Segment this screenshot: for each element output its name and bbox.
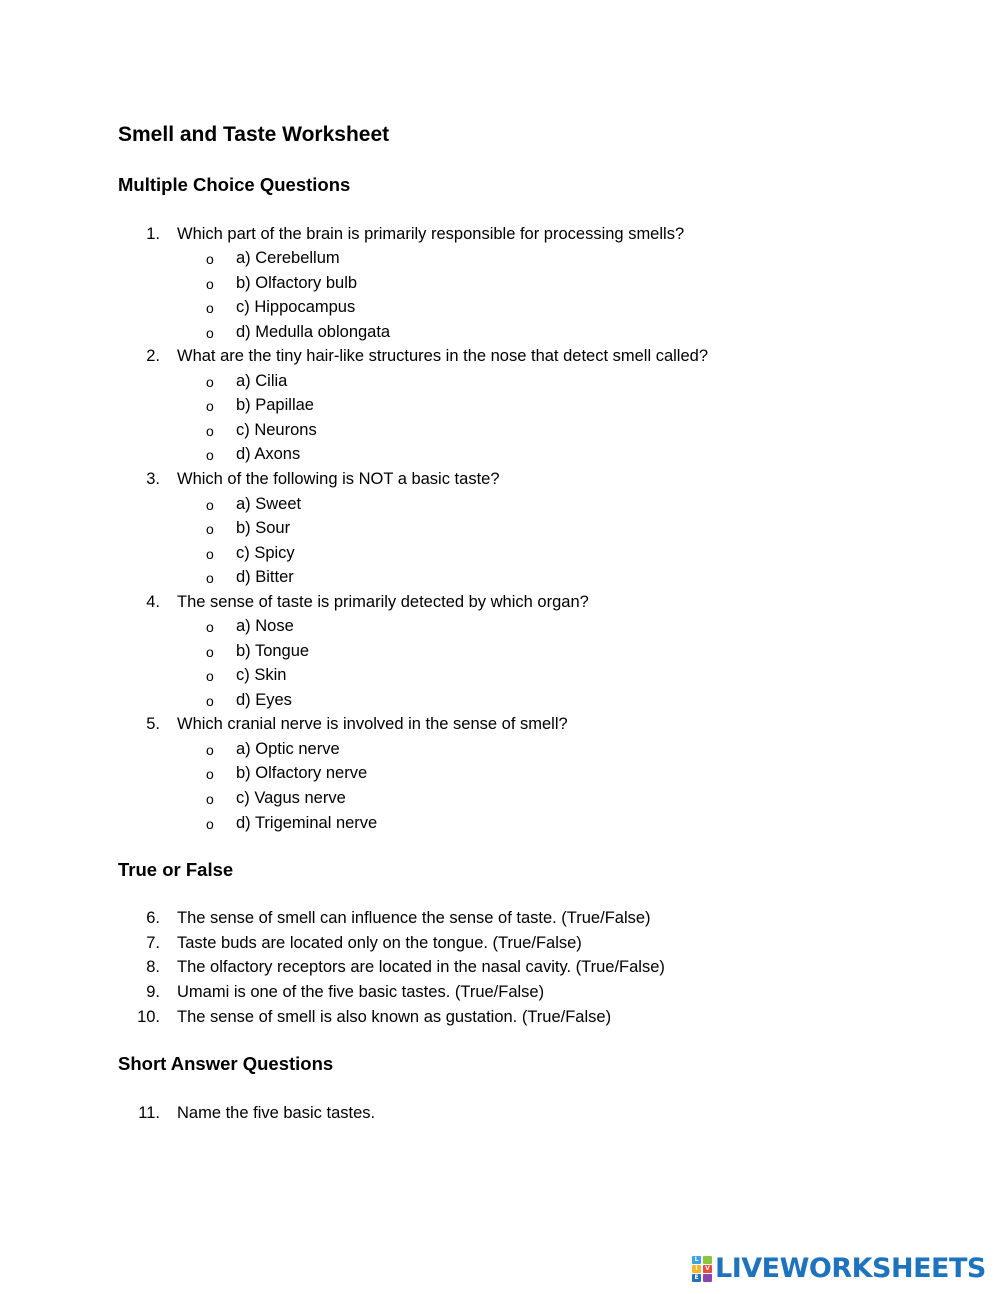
bullet-icon: o <box>206 742 214 758</box>
bullet-icon: o <box>206 791 214 807</box>
bullet-icon: o <box>206 251 214 267</box>
answer-option[interactable]: a) Sweet <box>236 495 302 513</box>
question-text: Which part of the brain is primarily responsible for processing smells? <box>177 225 685 243</box>
answer-option[interactable]: d) Eyes <box>236 691 292 709</box>
bullet-icon: o <box>206 546 214 562</box>
answer-option[interactable]: d) Bitter <box>236 568 294 586</box>
bullet-icon: o <box>206 300 214 316</box>
bullet-icon: o <box>206 644 214 660</box>
answer-option[interactable]: a) Cilia <box>236 372 288 390</box>
answer-option[interactable]: c) Vagus nerve <box>236 789 346 807</box>
bullet-icon: o <box>206 816 214 832</box>
bullet-icon: o <box>206 423 214 439</box>
answer-option[interactable]: b) Tongue <box>236 642 310 660</box>
question-text: Which cranial nerve is involved in the sense of smell? <box>177 715 568 733</box>
section-heading-short-answer: Short Answer Questions <box>118 1053 334 1074</box>
answer-option[interactable]: c) Neurons <box>236 421 317 439</box>
question-number: 8. <box>146 958 160 976</box>
section-heading-true-false: True or False <box>118 859 234 880</box>
bullet-icon: o <box>206 398 214 414</box>
question-text: The sense of smell can influence the sense of taste. (True/False) <box>177 909 651 927</box>
logo-block: V <box>703 1265 712 1273</box>
question-number: 1. <box>146 225 160 243</box>
answer-option[interactable]: b) Olfactory nerve <box>236 764 368 782</box>
question-text: The sense of taste is primarily detected by which organ? <box>177 593 589 611</box>
question-number: 7. <box>146 934 160 952</box>
logo-block <box>703 1256 712 1264</box>
question-number: 4. <box>146 593 160 611</box>
question-number: 2. <box>146 347 160 365</box>
bullet-icon: o <box>206 447 214 463</box>
question-number: 6. <box>146 909 160 927</box>
question-number: 10. <box>137 1008 160 1026</box>
answer-option[interactable]: b) Olfactory bulb <box>236 274 358 292</box>
answer-option[interactable]: c) Spicy <box>236 544 295 562</box>
bullet-icon: o <box>206 766 214 782</box>
answer-option[interactable]: d) Axons <box>236 445 301 463</box>
liveworksheets-logo <box>692 1253 986 1285</box>
bullet-icon: o <box>206 276 214 292</box>
question-text: The sense of smell is also known as gustation. (True/False) <box>177 1008 612 1026</box>
logo-block <box>703 1274 712 1282</box>
answer-option[interactable]: a) Nose <box>236 617 294 635</box>
answer-option[interactable]: a) Optic nerve <box>236 740 340 758</box>
answer-option[interactable]: a) Cerebellum <box>236 249 340 267</box>
bullet-icon: o <box>206 521 214 537</box>
section-heading-multiple-choice: Multiple Choice Questions <box>118 174 351 195</box>
answer-option[interactable]: c) Hippocampus <box>236 298 356 316</box>
answer-option[interactable]: b) Sour <box>236 519 291 537</box>
question-text: The olfactory receptors are located in the nasal cavity. (True/False) <box>177 958 665 976</box>
bullet-icon: o <box>206 570 214 586</box>
answer-option[interactable]: c) Skin <box>236 666 287 684</box>
bullet-icon: o <box>206 693 214 709</box>
answer-option[interactable]: b) Papillae <box>236 396 314 414</box>
question-number: 3. <box>146 470 160 488</box>
bullet-icon: o <box>206 619 214 635</box>
question-number: 11. <box>138 1104 160 1122</box>
answer-option[interactable]: d) Trigeminal nerve <box>236 814 378 832</box>
logo-mark-icon <box>692 1256 712 1282</box>
question-text: Taste buds are located only on the tongue. (True/False) <box>177 934 582 952</box>
question-number: 5. <box>146 715 160 733</box>
logo-text: LIVEWORKSHEETS <box>715 1253 986 1284</box>
question-text: Name the five basic tastes. <box>177 1104 376 1122</box>
question-text: Umami is one of the five basic tastes. (True/False) <box>177 983 545 1001</box>
page-title: Smell and Taste Worksheet <box>118 123 390 146</box>
logo-block: L <box>692 1256 701 1264</box>
question-number: 9. <box>146 983 160 1001</box>
bullet-icon: o <box>206 374 214 390</box>
bullet-icon: o <box>206 668 214 684</box>
question-text: Which of the following is NOT a basic taste? <box>177 470 500 488</box>
question-text: What are the tiny hair-like structures in the nose that detect smell called? <box>177 347 709 365</box>
bullet-icon: o <box>206 325 214 341</box>
answer-option[interactable]: d) Medulla oblongata <box>236 323 391 341</box>
logo-block: E <box>692 1274 701 1282</box>
logo-block: I <box>692 1265 701 1273</box>
bullet-icon: o <box>206 497 214 513</box>
